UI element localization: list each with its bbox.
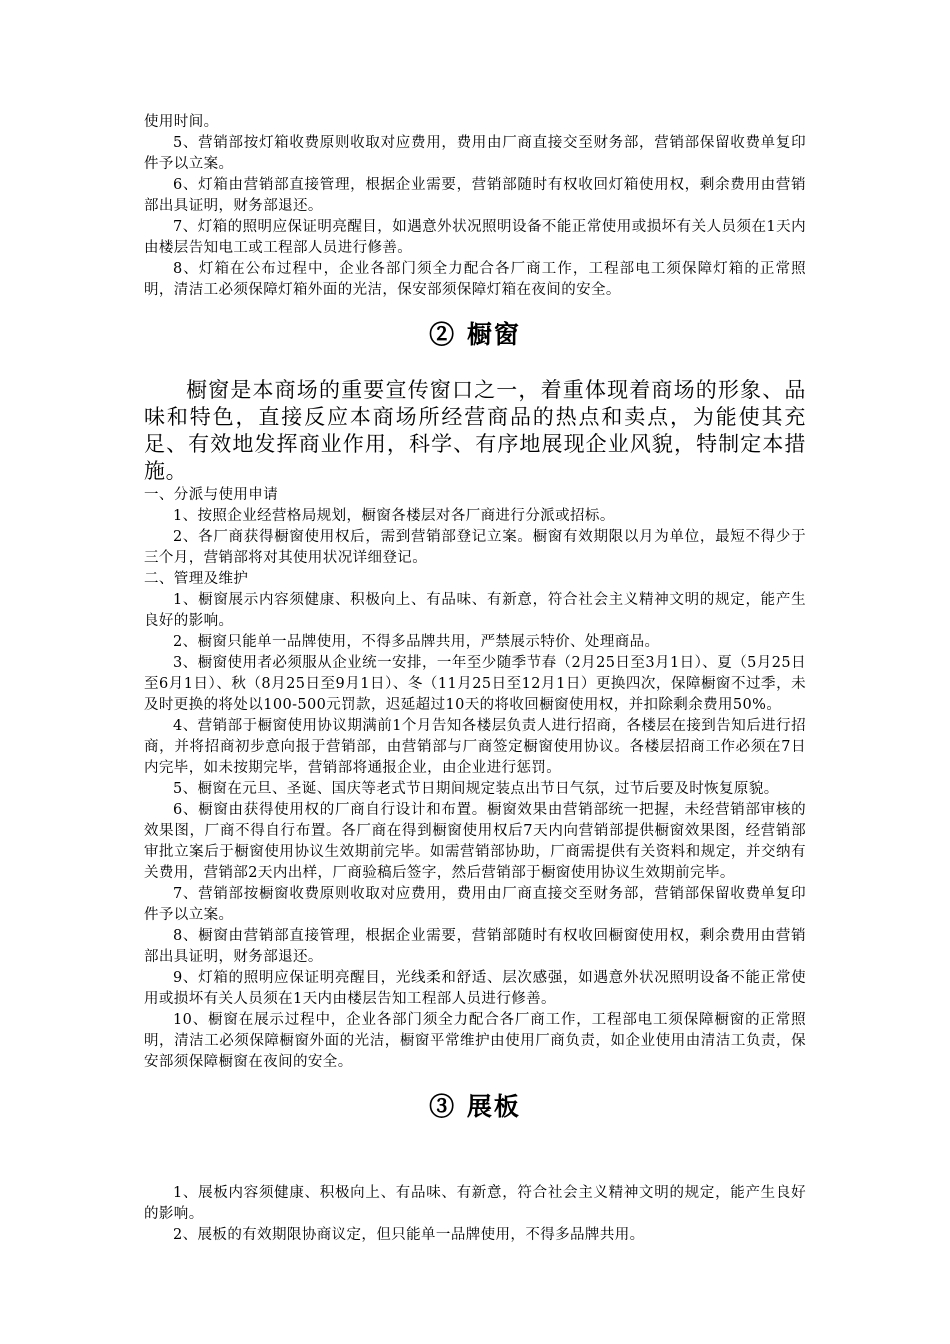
window-part2-item-9: 9、灯箱的照明应保证明亮醒目，光线柔和舒适、层次感强，如遇意外状况照明设备不能正常使用或损坏有关人员须在1天内由楼层告知工程部人员进行修善。 (144, 970, 806, 1007)
window-intro: 橱窗是本商场的重要宣传窗口之一，着重体现着商场的形象、品味和特色，直接反应本商场所经营商品的热点和卖点，为能使其充足、有效地发挥商业作用，科学、有序地展现企业风貌，特制定本措施。 (144, 378, 806, 483)
lightbox-item-7: 7、灯箱的照明应保证明亮醒目，如遇意外状况照明设备不能正常使用或损坏有关人员须在1天内由楼层告知电工或工程部人员进行修善。 (144, 219, 806, 256)
lightbox-item-5: 5、营销部按灯箱收费原则收取对应费用，费用由厂商直接交至财务部，营销部保留收费单复印件予以立案。 (144, 135, 806, 172)
section-title-window: ② 橱窗 (429, 320, 521, 349)
window-part2-heading: 二、管理及维护 (144, 571, 249, 587)
window-part2-item-5: 5、橱窗在元旦、圣诞、国庆等老式节日期间规定装点出节日气氛，过节后要及时恢复原貌。 (173, 781, 779, 797)
window-part2-item-4: 4、营销部于橱窗使用协议期满前1个月告知各楼层负责人进行招商，各楼层在接到告知后进行招商，并将招商初步意向报于营销部，由营销部与厂商签定橱窗使用协议。各楼层招商工作必须在7日内完毕，如未按期完毕，营销部将通报企业，由企业进行惩罚。 (144, 718, 806, 776)
lightbox-item-8: 8、灯箱在公布过程中，企业各部门须全力配合各厂商工作，工程部电工须保障灯箱的正常照明，清洁工必须保障灯箱外面的光洁，保安部须保障灯箱在夜间的安全。 (144, 261, 806, 298)
lightbox-item-6: 6、灯箱由营销部直接管理，根据企业需要，营销部随时有权收回灯箱使用权，剩余费用由营销部出具证明，财务部退还。 (144, 177, 806, 214)
window-part2-item-10: 10、橱窗在展示过程中，企业各部门须全力配合各厂商工作，工程部电工须保障橱窗的正常照明，清洁工必须保障橱窗外面的光洁，橱窗平常维护由使用厂商负责，如企业使用由清洁工负责，保安部须保障橱窗在夜间的安全。 (144, 1012, 806, 1070)
window-part2-item-2: 2、橱窗只能单一品牌使用，不得多品牌共用，严禁展示特价、处理商品。 (173, 634, 660, 650)
spacer (144, 1149, 806, 1183)
board-item-1: 1、展板内容须健康、积极向上、有品味、有新意，符合社会主义精神文明的规定，能产生良好的影响。 (144, 1185, 806, 1222)
window-part2-item-3: 3、橱窗使用者必须服从企业统一安排，一年至少随季节春（2月25日至3月1日）、夏（5月25日至6月1日）、秋（8月25日至9月1日）、冬（11月25日至12月1日）更换四次，保障橱窗不过季，未及时更换的将处以100-500元罚款，迟延超过10天的将收回橱窗使用权，并扣除剩余费用50%。 (144, 655, 806, 713)
window-part1-item-1: 1、按照企业经营格局规划，橱窗各楼层对各厂商进行分派或招标。 (173, 508, 615, 524)
window-part2-item-8: 8、橱窗由营销部直接管理，根据企业需要，营销部随时有权收回橱窗使用权，剩余费用由营销部出具证明，财务部退还。 (144, 928, 806, 965)
window-part2-item-6: 6、橱窗由获得使用权的厂商自行设计和布置。橱窗效果由营销部统一把握，未经营销部审核的效果图，厂商不得自行布置。各厂商在得到橱窗使用权后7天内向营销部提供橱窗效果图，经营销部审批立案后于橱窗使用协议生效期前完毕。如需营销部协助，厂商需提供有关资料和规定，并交纳有关费用，营销部2天内出样，厂商验稿后签字，然后营销部于橱窗使用协议生效期前完毕。 (144, 802, 806, 881)
top-continuation: 使用时间。 (144, 114, 219, 130)
board-item-2: 2、展板的有效期限协商议定，但只能单一品牌使用，不得多品牌共用。 (173, 1227, 645, 1243)
window-part2-item-7: 7、营销部按橱窗收费原则收取对应费用，费用由厂商直接交至财务部，营销部保留收费单复印件予以立案。 (144, 886, 806, 923)
window-part2-item-1: 1、橱窗展示内容须健康、积极向上、有品味、有新意，符合社会主义精神文明的规定，能产生良好的影响。 (144, 592, 806, 629)
section-title-board: ③ 展板 (429, 1092, 521, 1121)
window-part1-item-2: 2、各厂商获得橱窗使用权后，需到营销部登记立案。橱窗有效期限以月为单位，最短不得少于三个月，营销部将对其使用状况详细登记。 (144, 529, 806, 566)
window-part1-heading: 一、分派与使用申请 (144, 487, 279, 503)
